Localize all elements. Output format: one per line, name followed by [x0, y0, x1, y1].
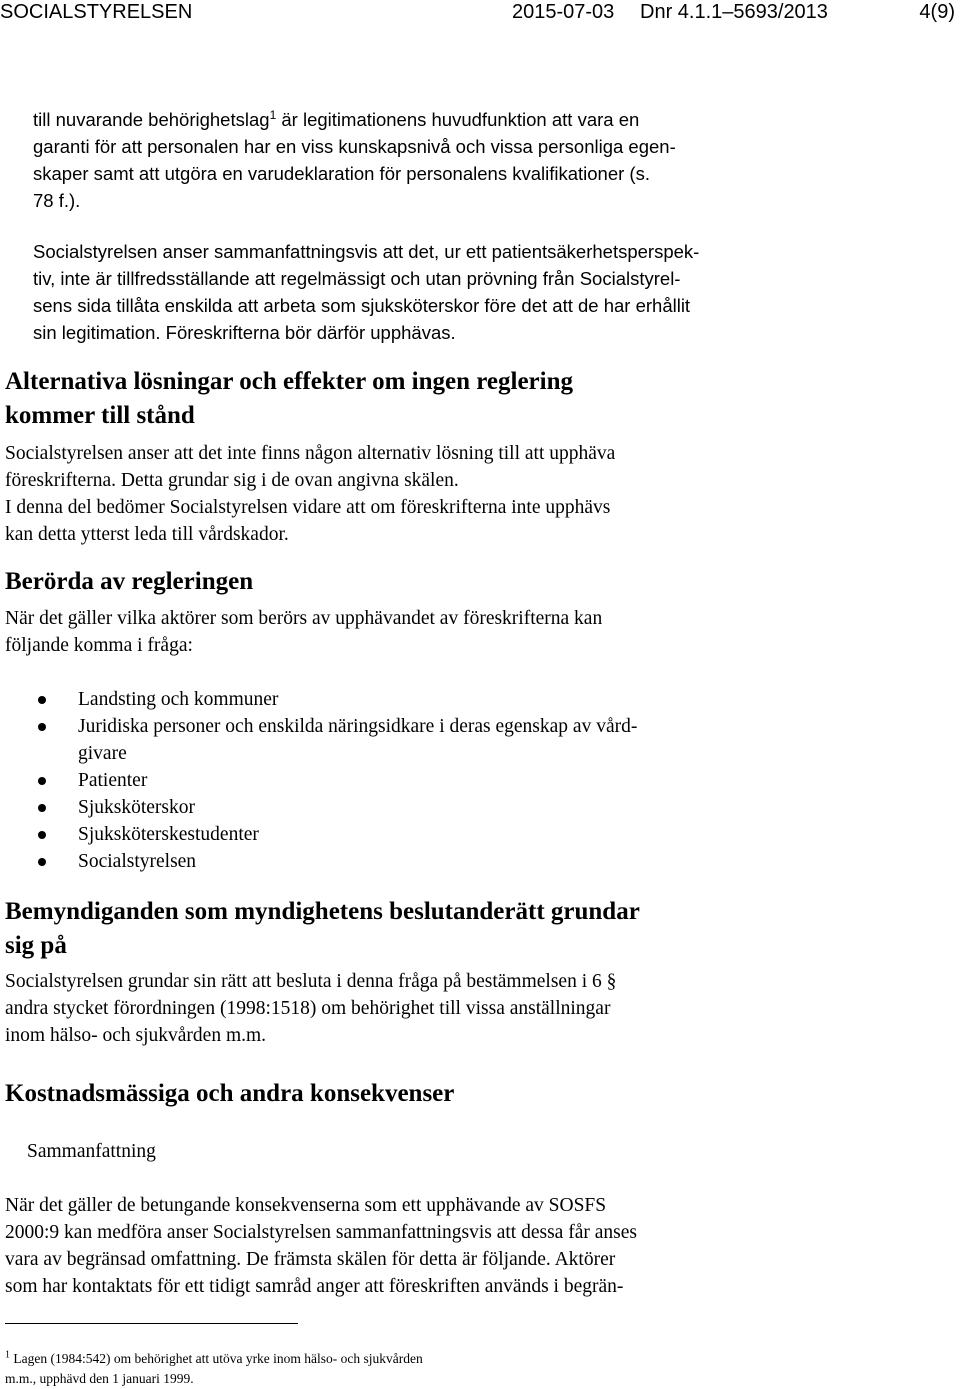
intro-paragraph: till nuvarande behörighetslag$^1$ är legitimationens huvudfunktion att vara en garanti för att personalen har en viss kunskapsnivå och vissa personliga egen- skaper samt att utgöra en varudeklaration för personalens kvalifikationer (s. 78 f.).: [33, 107, 676, 211]
authority-paragraph: Socialstyrelsen grundar sin rätt att besluta i denna fråga på bestämmelsen i 6 § andra stycket förordningen (1998:1518) om behörighet till vissa anställningar inom hälso- och sjukvården m.m.: [5, 971, 617, 1046]
alternatives-paragraph-2: I denna del bedömer Socialstyrelsen vidare att om föreskrifterna inte upphävs kan detta ytterst leda till vårdskador.: [5, 497, 611, 545]
list-item: Socialstyrelsen: [38, 848, 738, 875]
list-item: Juridiska personer och enskilda näringsidkare i deras egenskap av vård- givare: [38, 713, 738, 767]
header-page-number: 4(9): [919, 1, 955, 23]
header-date: 2015-07-03: [512, 1, 615, 23]
subheading-summary: Sammanfattning: [27, 1141, 156, 1162]
heading-costs: Kostnadsmässiga och andra konsekvenser: [5, 1080, 455, 1107]
heading-affected: Berörda av regleringen: [5, 568, 254, 595]
footnote-reference[interactable]: 1: [269, 107, 277, 122]
list-item: Landsting och kommuner: [38, 686, 738, 713]
footnote-divider: [5, 1323, 298, 1324]
bullet-icon: [38, 804, 46, 812]
list-item: Sjuksköterskor: [38, 794, 738, 821]
summary-paragraph: Socialstyrelsen anser sammanfattningsvis att det, ur ett patientsäkerhetsperspek- tiv, inte är tillfredsställande att regelmässigt och utan prövning från Socialstyrel- sens sida tillåta enskilda att arbeta som sjuksköterskor före det att de har erhållit sin legitimation. Föreskrifterna bör därför upphävas.: [33, 241, 700, 343]
costs-paragraph: När det gäller de betungande konsekvenserna som ett upphävande av SOSFS 2000:9 kan medföra anser Socialstyrelsen sammanfattningsvis att dessa får anses vara av begränsad omfattning. De främsta skälen för detta är följande. Aktörer som har kontaktats för ett tidigt samråd anger att föreskriften används i begrän-: [5, 1195, 637, 1297]
bullet-icon: [38, 777, 46, 785]
heading-alternatives: Alternativa lösningar och effekter om ingen reglering kommer till stånd: [5, 368, 573, 429]
footnote: $^1$ Lagen (1984:542) om behörighet att utöva yrke inom hälso- och sjukvården m.m., upphävd den 1 januari 1999.: [5, 1349, 423, 1386]
list-item: Patienter: [38, 767, 738, 794]
header-organization: SOCIALSTYRELSEN: [0, 1, 193, 23]
page-header: [0, 0, 960, 24]
bullet-icon: [38, 831, 46, 839]
bullet-icon: [38, 858, 46, 866]
heading-authority: Bemyndiganden som myndighetens beslutanderätt grundar sig på: [5, 898, 640, 959]
bullet-icon: [38, 723, 46, 731]
footnote-number: 1: [5, 1349, 10, 1361]
affected-list: [38, 686, 738, 875]
header-reference-number: Dnr 4.1.1–5693/2013: [640, 1, 828, 23]
list-item: Sjuksköterskestudenter: [38, 821, 738, 848]
alternatives-paragraph-1: Socialstyrelsen anser att det inte finns någon alternativ lösning till att upphäva föreskrifterna. Detta grundar sig i de ovan angivna skälen.: [5, 443, 616, 491]
affected-paragraph: När det gäller vilka aktörer som berörs av upphävandet av föreskrifterna kan följande komma i fråga:: [5, 608, 603, 656]
bullet-icon: [38, 696, 46, 704]
